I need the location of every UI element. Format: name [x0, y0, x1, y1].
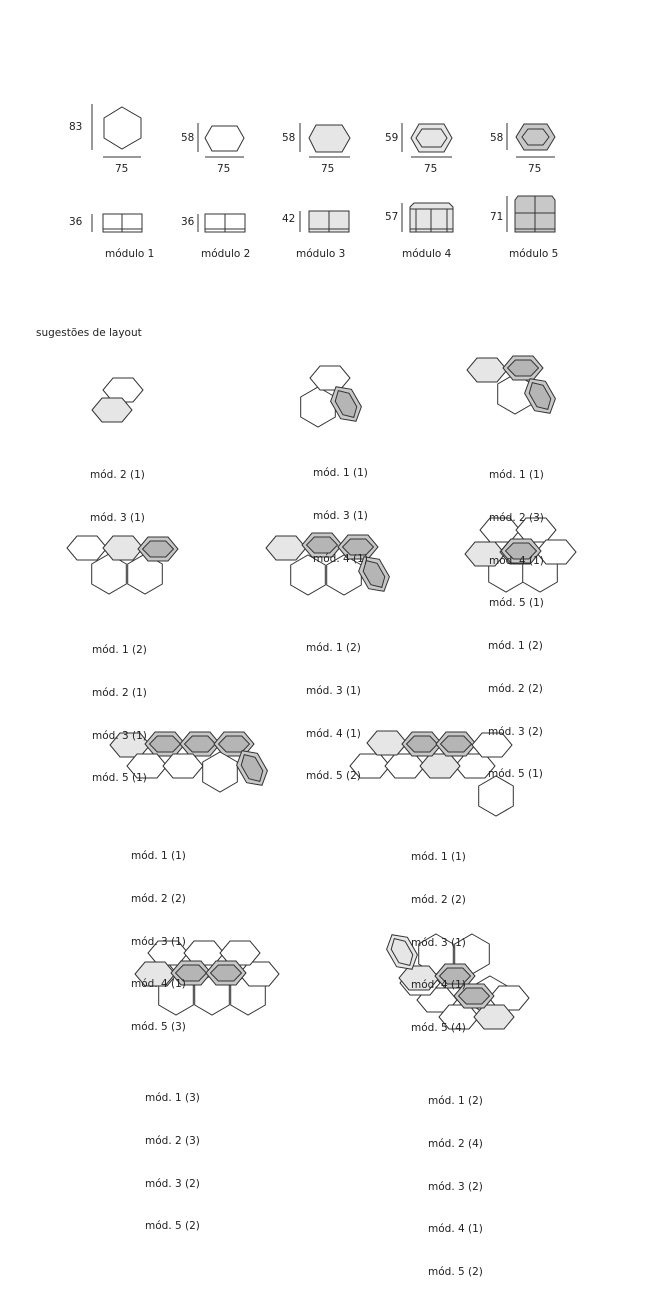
caption-line: mód. 4 (1): [131, 978, 186, 991]
caption-line: mód. 2 (1): [90, 469, 145, 482]
caption-line: mód. 2 (2): [411, 894, 466, 907]
caption-line: mód. 2 (2): [131, 893, 186, 906]
caption-line: mód. 5 (1): [92, 772, 147, 785]
caption-line: mód. 3 (1): [92, 729, 147, 742]
module-4-plan-width: 75: [424, 163, 438, 175]
module-1-plan: [104, 107, 141, 149]
module-1-height: 36: [69, 216, 83, 228]
module-3-piece: [420, 754, 460, 778]
module-2-height: 36: [181, 216, 195, 228]
caption-line: mód. 4 (1): [411, 979, 466, 992]
layout-7-caption: [131, 821, 186, 1048]
layout-4-caption: [92, 615, 147, 800]
module-3-piece: [266, 536, 306, 560]
section-title: sugestões de layout: [36, 327, 142, 339]
caption-line: mód. 1 (1): [313, 467, 368, 480]
caption-line: mód. 3 (2): [488, 725, 543, 738]
module-5-plan-width: 75: [528, 163, 542, 175]
module-4-height: 57: [385, 211, 399, 223]
module-2-plan-width: 75: [217, 163, 231, 175]
layout-6-caption: [488, 611, 543, 796]
caption-line: mód. 4 (1): [428, 1223, 483, 1236]
module-1-piece: [301, 387, 336, 427]
caption-line: mód. 1 (2): [92, 644, 147, 657]
caption-line: mód. 3 (1): [306, 685, 361, 698]
layout-1-caption: [90, 440, 145, 539]
caption-line: mód. 5 (2): [306, 770, 361, 783]
caption-line: mód. 5 (3): [131, 1020, 186, 1033]
caption-line: mód. 1 (2): [428, 1095, 483, 1108]
module-5-name: módulo 5: [509, 248, 559, 260]
caption-line: mód. 3 (1): [90, 512, 145, 525]
caption-line: mód. 2 (3): [489, 512, 544, 525]
layout-2-caption: [313, 438, 368, 580]
caption-line: mód. 5 (1): [488, 768, 543, 781]
module-3-plan: [309, 125, 350, 152]
caption-line: mód. 1 (1): [411, 851, 466, 864]
caption-line: mód. 1 (2): [488, 640, 543, 653]
module-2-plan: [205, 126, 244, 151]
module-1-piece: [203, 752, 238, 792]
caption-line: mód. 4 (1): [489, 554, 544, 567]
caption-line: mód. 1 (3): [145, 1092, 200, 1105]
module-2-piece: [385, 754, 425, 778]
caption-line: mód. 5 (2): [428, 1265, 483, 1278]
caption-line: mód. 4 (1): [313, 552, 368, 565]
module-plan-views: [92, 104, 555, 157]
module-3-piece: [367, 731, 407, 755]
layout-3-caption: [489, 440, 544, 625]
caption-line: mód. 3 (1): [131, 935, 186, 948]
module-3-plan-depth: 58: [282, 132, 296, 144]
caption-line: mód. 2 (4): [428, 1138, 483, 1151]
caption-line: mód. 4 (1): [306, 727, 361, 740]
module-3-plan-width: 75: [321, 163, 335, 175]
layout-10-caption: [428, 1066, 483, 1293]
layout-5-caption: [306, 613, 361, 798]
module-front-views: [92, 196, 555, 232]
module-5-plan-depth: 58: [490, 132, 504, 144]
caption-line: mód. 1 (2): [306, 642, 361, 655]
caption-line: mód. 5 (2): [145, 1220, 200, 1233]
caption-line: mód. 2 (2): [488, 683, 543, 696]
module-1-plan-width: 75: [115, 163, 129, 175]
module-5-height: 71: [490, 211, 504, 223]
caption-line: mód. 5 (4): [411, 1021, 466, 1034]
caption-line: mód. 5 (1): [489, 597, 544, 610]
caption-line: mód. 3 (2): [145, 1177, 200, 1190]
caption-line: mód. 2 (1): [92, 687, 147, 700]
module-4-name: módulo 4: [402, 248, 452, 260]
module-2-plan-depth: 58: [181, 132, 195, 144]
module-4-plan: [411, 124, 452, 152]
module-3-piece: [467, 358, 507, 382]
layout-8-caption: [411, 822, 466, 1049]
module-3-name: módulo 3: [296, 248, 346, 260]
caption-line: mód. 3 (2): [428, 1180, 483, 1193]
layout-9-caption: [145, 1063, 200, 1248]
module-2-piece: [67, 536, 107, 560]
module-1-name: módulo 1: [105, 248, 155, 260]
caption-line: mód. 1 (1): [131, 850, 186, 863]
module-2-name: módulo 2: [201, 248, 251, 260]
caption-line: mód. 3 (1): [411, 936, 466, 949]
module-4-plan-depth: 59: [385, 132, 399, 144]
caption-line: mód. 3 (1): [313, 510, 368, 523]
module-3-height: 42: [282, 213, 296, 225]
module-1-plan-depth: 83: [69, 121, 83, 133]
module-2-piece: [163, 754, 203, 778]
caption-line: mód. 1 (1): [489, 469, 544, 482]
caption-line: mód. 2 (3): [145, 1135, 200, 1148]
module-2-piece: [310, 366, 350, 390]
